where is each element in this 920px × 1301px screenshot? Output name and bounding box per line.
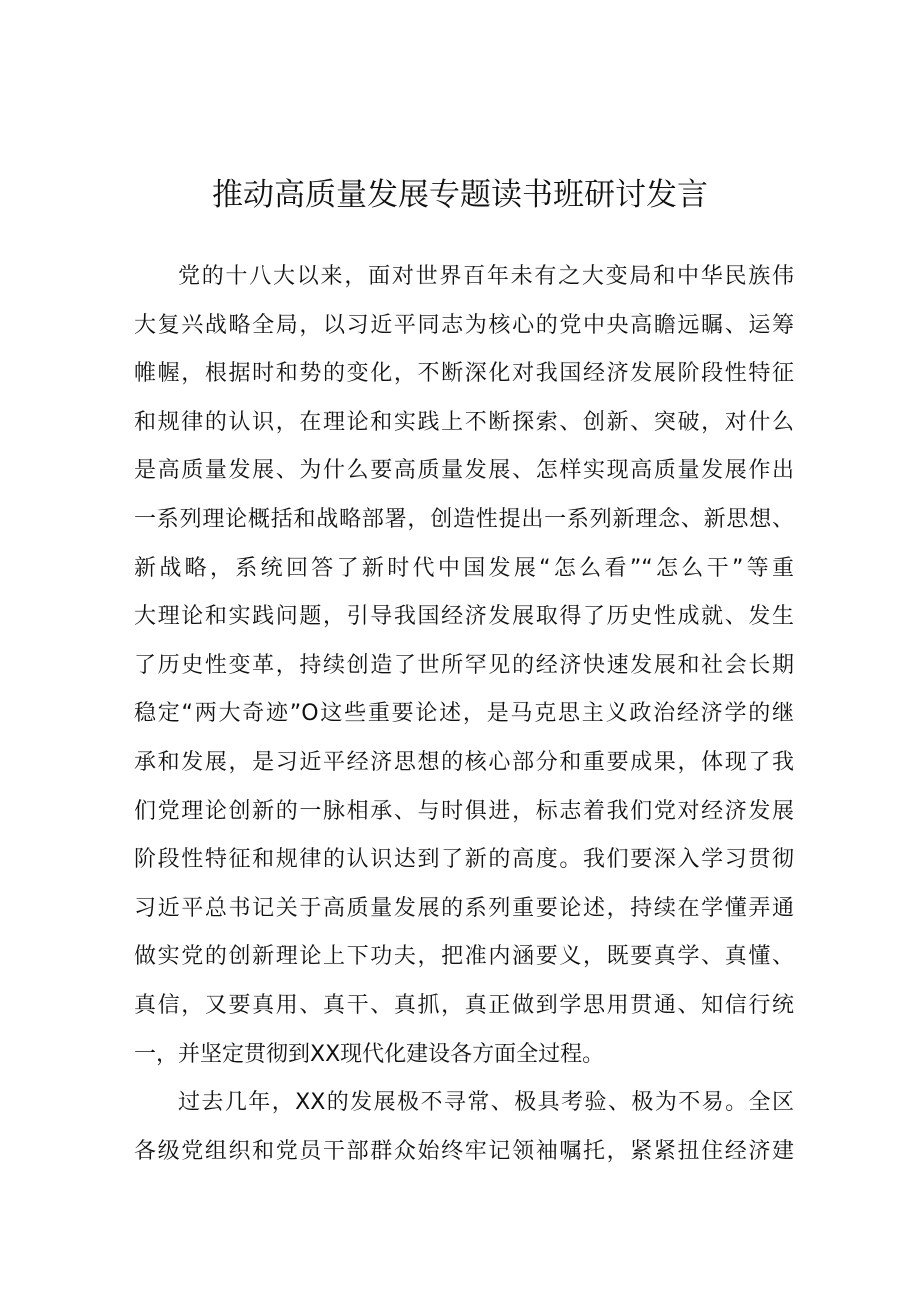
paragraph-line: 过去几年，XX的发展极不寻常、极具考验、极为不易。全区 xyxy=(178,1090,794,1116)
paragraph-line: 稳定“两大奇迹”O这些重要论述，是马克思主义政治经济学的继 xyxy=(134,701,794,727)
document-title: 推动高质量发展专题读书班研讨发言 xyxy=(212,177,708,213)
paragraph-line: 党的十八大以来，面对世界百年未有之大变局和中华民族伟 xyxy=(178,264,794,289)
paragraph-line: 大复兴战略全局，以习近平同志为核心的党中央高瞻远瞩、运筹 xyxy=(134,312,794,338)
paragraph-line: 和规律的认识，在理论和实践上不断探索、创新、突破，对什么 xyxy=(134,409,794,435)
paragraph-line: 各级党组织和党员干部群众始终牢记领袖嘱托，紧紧扭住经济建 xyxy=(134,1138,794,1164)
paragraph-line: 真信，又要真用、真干、真抓，真正做到学思用贯通、知信行统 xyxy=(134,992,794,1018)
paragraph-line: 习近平总书记关于高质量发展的系列重要论述，持续在学懂弄通 xyxy=(134,895,794,921)
paragraph-line: 是高质量发展、为什么要高质量发展、怎样实现高质量发展作出 xyxy=(134,458,794,484)
paragraph xyxy=(134,253,794,1079)
paragraph-line: 一，并坚定贯彻到XX现代化建设各方面全过程。 xyxy=(134,1041,605,1067)
paragraph-line: 做实党的创新理论上下功夫，把准内涵要义，既要真学、真懂、 xyxy=(134,944,794,970)
paragraph-line: 一系列理论概括和战略部署，创造性提出一系列新理念、新思想、 xyxy=(134,506,794,532)
paragraph xyxy=(134,1079,794,1176)
paragraph-line: 们党理论创新的一脉相承、与时俱进，标志着我们党对经济发展 xyxy=(134,798,794,824)
document-body xyxy=(134,253,794,1176)
paragraph-line: 阶段性特征和规律的认识达到了新的高度。我们要深入学习贯彻 xyxy=(134,847,794,873)
paragraph-line: 承和发展，是习近平经济思想的核心部分和重要成果，体现了我 xyxy=(134,749,794,775)
paragraph-line: 了历史性变革，持续创造了世所罕见的经济快速发展和社会长期 xyxy=(134,652,794,678)
paragraph-line: 新战略，系统回答了新时代中国发展“怎么看”“怎么干”等重 xyxy=(134,555,794,581)
paragraph-line: 大理论和实践问题，引导我国经济发展取得了历史性成就、发生 xyxy=(134,604,794,630)
paragraph-line: 帷幄，根据时和势的变化，不断深化对我国经济发展阶段性特征 xyxy=(134,361,794,387)
